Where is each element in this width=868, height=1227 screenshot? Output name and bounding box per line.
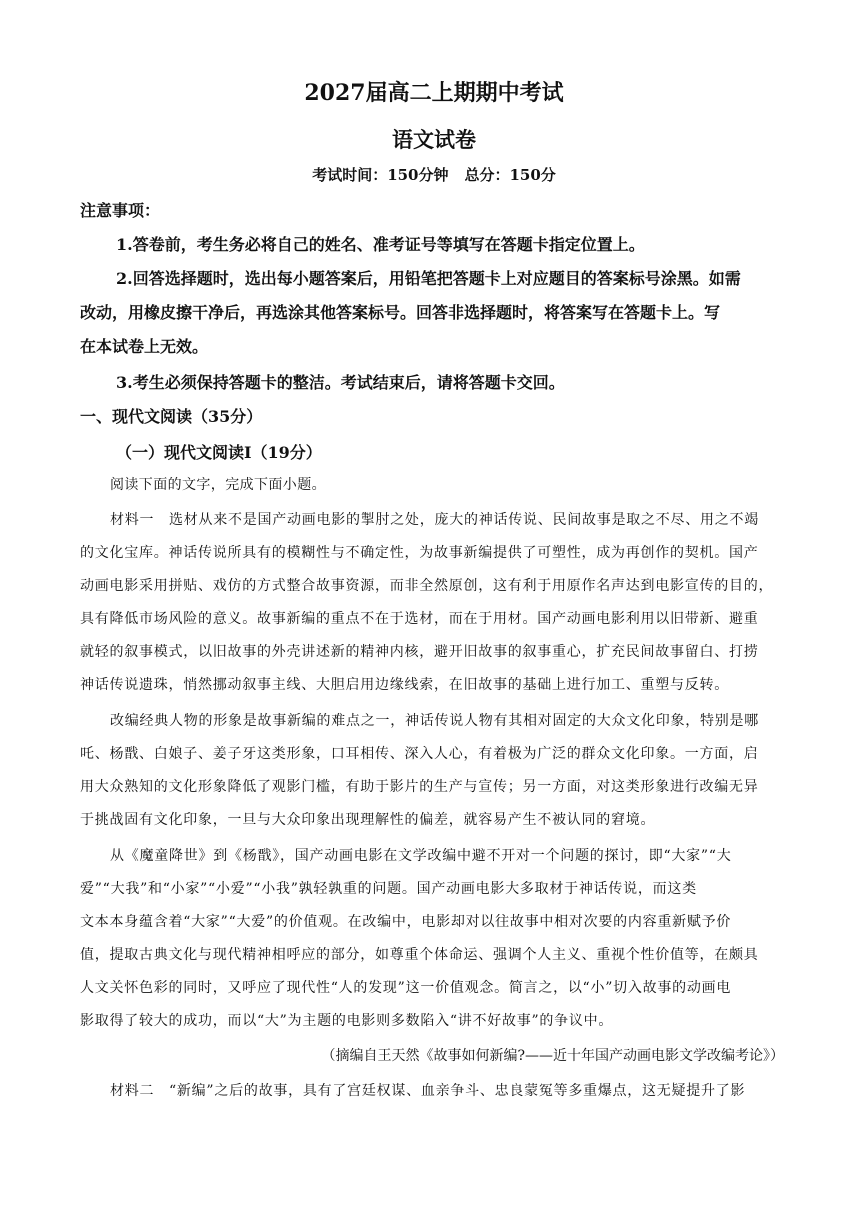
material1-line: 动画电影采用拼贴、戏仿的方式整合故事资源，而非全然原创，这有利于用原作名声达到电影宣传的目的， — [80, 578, 774, 594]
material1-line: 神话传说遗珠，悄然挪动叙事主线、大胆启用边缘线索，在旧故事的基础上进行加工、重塑与反转。 — [80, 677, 729, 693]
note-item-2-line-1: 2.回答选择题时，选出每小题答案后，用铅笔把答题卡上对应题目的答案标号涂黑。如需 — [116, 269, 741, 288]
paragraph2-line: 改编经典人物的形象是故事新编的难点之一，神话传说人物有其相对固定的大众文化印象，特别是哪 — [110, 713, 759, 729]
reading-instruction: 阅读下面的文字，完成下面小题。 — [110, 477, 326, 493]
material2-line: 材料二 “新编”之后的故事，具有了宫廷权谋、血亲争斗、忠良蒙冤等多重爆点，这无疑提升了影 — [110, 1083, 746, 1099]
note-item-2-line-3: 在本试卷上无效。 — [80, 337, 209, 356]
note-item-2-line-2: 改动，用橡皮擦干净后，再选涂其他答案标号。回答非选择题时，将答案写在答题卡上。写 — [80, 303, 721, 322]
material1-line: 具有降低市场风险的意义。故事新编的重点不在于选材，而在于用材。国产动画电影利用以旧带新、避重 — [80, 611, 759, 627]
material1-line: 就轻的叙事模式，以旧故事的外壳讲述新的精神内核，避开旧故事的叙事重心，扩充民间故事留白、打捞 — [80, 644, 759, 660]
material1-line: 材料一 选材从来不是国产动画电影的掣肘之处，庞大的神话传说、民间故事是取之不尽、用之不竭 — [110, 512, 759, 528]
paragraph3-line: 文本本身蕴含着“大家”“大爱”的价值观。在改编中，电影却对以往故事中相对次要的内容重新赋予价 — [80, 914, 732, 930]
notes-heading: 注意事项： — [80, 201, 161, 220]
exam-title: 2027届高二上期期中考试 — [304, 80, 564, 106]
paragraph3-line: 爱”“大我”和“小家”“小爱”“小我”孰轻孰重的问题。国产动画电影大多取材于神话传说，而这类 — [80, 881, 697, 897]
section-heading: 一、现代文阅读（35分） — [80, 407, 263, 426]
paragraph3-line: 影取得了较大的成功，而以“大”为主题的电影则多数陷入“讲不好故事”的争议中。 — [80, 1013, 614, 1029]
exam-info — [0, 164, 868, 185]
paragraph3-line: 人文关怀色彩的同时，又呼应了现代性“人的发现”这一价值观念。简言之，以“小”切入故事的动画电 — [80, 980, 732, 996]
paragraph2-line: 于挑战固有文化印象，一旦与大众印象出现理解性的偏差，就容易产生不被认同的窘境。 — [80, 812, 656, 828]
note-item-3: 3.考生必须保持答题卡的整洁。考试结束后，请将答题卡交回。 — [116, 373, 565, 392]
source-citation: （摘编自王天然《故事如何新编?——近十年国产动画电影文学改编考论》） — [321, 1048, 784, 1064]
note-item-1: 1.答卷前，考生务必将自己的姓名、准考证号等填写在答题卡指定位置上。 — [116, 235, 645, 254]
material1-line: 的文化宝库。神话传说所具有的模糊性与不确定性，为故事新编提供了可塑性，成为再创作的契机。国产 — [80, 545, 759, 561]
subject-title: 语文试卷 — [392, 127, 476, 152]
subsection-heading: （一）现代文阅读Ⅰ（19分） — [116, 443, 322, 462]
score-label: 总分：150分 — [464, 166, 556, 184]
paragraph3-line: 值，提取古典文化与现代精神相呼应的部分，如尊重个体命运、强调个人主义、重视个性价值等，在颇具 — [80, 947, 759, 963]
time-label: 考试时间：150分钟 — [312, 166, 449, 184]
paragraph3-line: 从《魔童降世》到《杨戬》，国产动画电影在文学改编中避不开对一个问题的探讨，即“大家”“大 — [110, 848, 732, 864]
paragraph2-line: 吒、杨戬、白娘子、姜子牙这类形象，口耳相传、深入人心，有着极为广泛的群众文化印象。一方面，启 — [80, 746, 759, 762]
paragraph2-line: 用大众熟知的文化形象降低了观影门槛，有助于影片的生产与宣传；另一方面，对这类形象进行改编无异 — [80, 779, 759, 795]
